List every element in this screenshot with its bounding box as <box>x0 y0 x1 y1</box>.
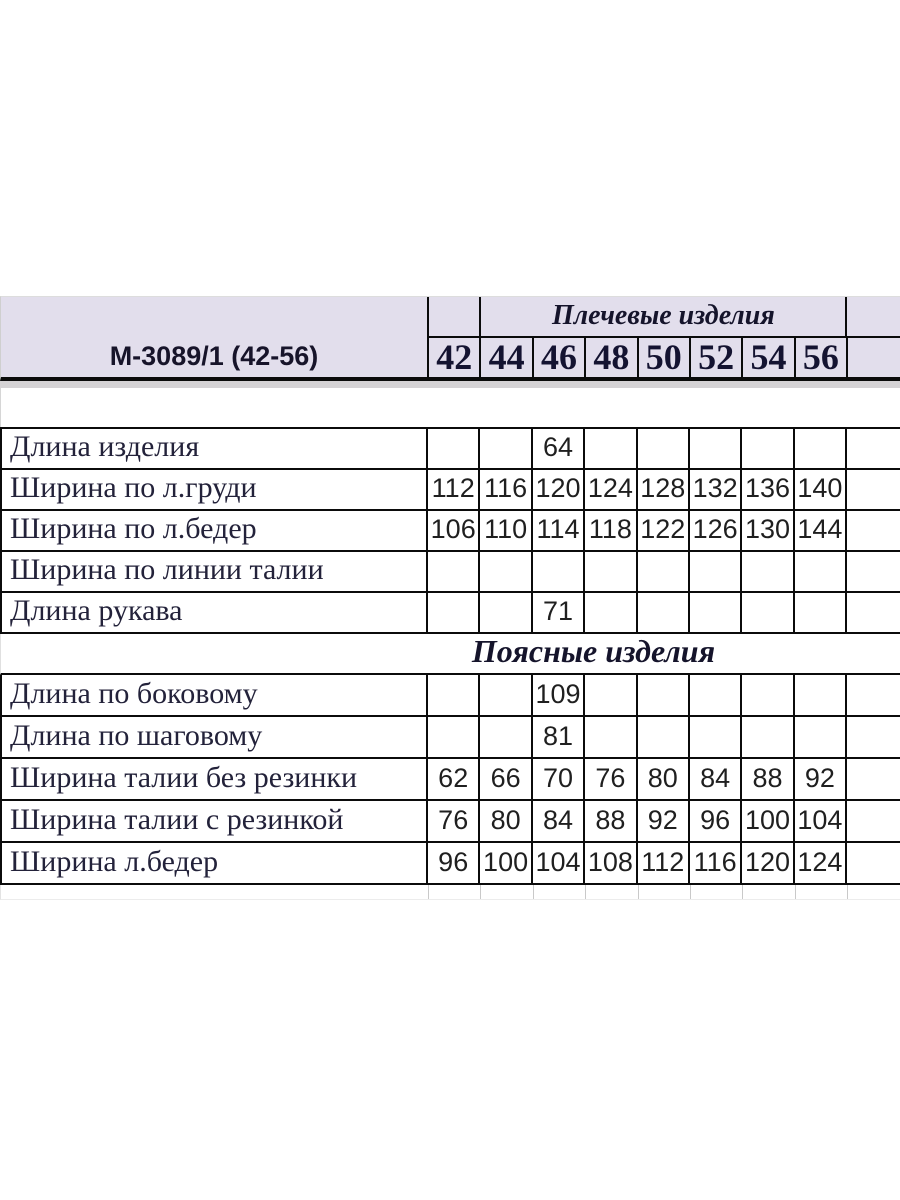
value-cell <box>428 429 480 468</box>
value-cell: 64 <box>533 429 585 468</box>
row-label: Ширина талии с резинкой <box>0 801 428 841</box>
sizes-header-row <box>429 338 900 377</box>
value-cell <box>690 717 742 757</box>
divider-strip <box>0 381 900 388</box>
table-row <box>0 552 900 593</box>
value-cell: 88 <box>585 801 637 841</box>
row-label: Длина рукава <box>0 593 428 632</box>
value-cell: 126 <box>690 511 742 550</box>
value-cell: 116 <box>690 843 742 883</box>
value-cell: 128 <box>638 470 690 509</box>
empty-cell <box>847 470 900 509</box>
size-col-header: 44 <box>481 338 533 377</box>
row-label: Ширина л.бедер <box>0 843 428 883</box>
value-cell <box>585 429 637 468</box>
empty-cell <box>847 593 900 632</box>
value-cell: 81 <box>533 717 585 757</box>
size-col-header: 52 <box>691 338 743 377</box>
faint-gridline <box>848 885 900 899</box>
row-label: Ширина по л.груди <box>0 470 428 509</box>
value-cell <box>638 717 690 757</box>
empty-cell <box>847 759 900 799</box>
faint-gridline <box>743 885 795 899</box>
value-cell: 76 <box>428 801 480 841</box>
value-cell: 140 <box>795 470 847 509</box>
value-cell <box>638 593 690 632</box>
value-cell <box>480 675 532 715</box>
table-row <box>0 759 900 801</box>
header-right <box>429 297 900 377</box>
value-cell: 76 <box>585 759 637 799</box>
value-cell <box>795 717 847 757</box>
group2-title-row <box>0 634 900 675</box>
value-cell: 122 <box>638 511 690 550</box>
size-col-header: 46 <box>534 338 586 377</box>
value-cell: 80 <box>638 759 690 799</box>
group1-header-row <box>429 297 900 338</box>
faint-gridline-strip <box>0 885 900 900</box>
value-cell: 71 <box>533 593 585 632</box>
group2-title: Поясные изделия <box>471 633 716 669</box>
value-cell: 124 <box>585 470 637 509</box>
table-row <box>0 843 900 885</box>
value-cell: 114 <box>533 511 585 550</box>
empty-cell <box>847 552 900 591</box>
empty-cell <box>847 675 900 715</box>
value-cell <box>690 675 742 715</box>
group1-title: Плечевые изделия <box>551 300 775 331</box>
value-cell <box>638 675 690 715</box>
value-cell <box>742 593 794 632</box>
value-cell <box>742 552 794 591</box>
faint-gridline <box>1 885 429 899</box>
value-cell <box>585 593 637 632</box>
row-label: Длина изделия <box>0 429 428 468</box>
value-cell: 132 <box>690 470 742 509</box>
value-cell <box>480 593 532 632</box>
value-cell <box>742 717 794 757</box>
empty-row-gap <box>0 388 900 427</box>
value-cell <box>533 552 585 591</box>
value-cell <box>428 552 480 591</box>
value-cell: 124 <box>795 843 847 883</box>
value-cell: 109 <box>533 675 585 715</box>
empty-cell <box>847 843 900 883</box>
value-cell: 100 <box>742 801 794 841</box>
value-cell <box>690 552 742 591</box>
table-row <box>0 593 900 634</box>
value-cell: 92 <box>795 759 847 799</box>
value-cell: 110 <box>480 511 532 550</box>
value-cell <box>638 429 690 468</box>
value-cell <box>742 675 794 715</box>
value-cell: 88 <box>742 759 794 799</box>
value-cell: 120 <box>742 843 794 883</box>
faint-gridline <box>481 885 533 899</box>
table-row <box>0 470 900 511</box>
empty-cell <box>847 429 900 468</box>
row-label: Длина по шаговому <box>0 717 428 757</box>
value-cell <box>585 552 637 591</box>
value-cell <box>638 552 690 591</box>
size-col-header: 56 <box>796 338 848 377</box>
row-label: Длина по боковому <box>0 675 428 715</box>
empty-cell <box>847 717 900 757</box>
value-cell <box>585 717 637 757</box>
faint-gridline <box>429 885 481 899</box>
waist-products-table <box>0 675 900 885</box>
faint-gridline <box>796 885 848 899</box>
top-whitespace <box>0 0 900 296</box>
size-col-header: 48 <box>586 338 638 377</box>
row-label: Ширина по линии талии <box>0 552 428 591</box>
empty-header-cell <box>847 297 900 336</box>
table-row <box>0 511 900 552</box>
value-cell <box>795 429 847 468</box>
value-cell <box>690 593 742 632</box>
value-cell: 112 <box>638 843 690 883</box>
value-cell: 108 <box>585 843 637 883</box>
value-cell: 104 <box>533 843 585 883</box>
value-cell: 92 <box>638 801 690 841</box>
value-cell: 144 <box>795 511 847 550</box>
value-cell: 96 <box>690 801 742 841</box>
faint-gridline <box>639 885 691 899</box>
value-cell: 112 <box>428 470 480 509</box>
value-cell: 80 <box>480 801 532 841</box>
value-cell <box>690 429 742 468</box>
value-cell: 70 <box>533 759 585 799</box>
table-row <box>0 429 900 470</box>
value-cell: 84 <box>533 801 585 841</box>
value-cell: 62 <box>428 759 480 799</box>
value-cell: 136 <box>742 470 794 509</box>
value-cell <box>585 675 637 715</box>
value-cell <box>428 675 480 715</box>
value-cell <box>742 429 794 468</box>
table-row <box>0 717 900 759</box>
value-cell: 130 <box>742 511 794 550</box>
value-cell <box>480 552 532 591</box>
empty-cell <box>847 801 900 841</box>
row-label: Ширина талии без резинки <box>0 759 428 799</box>
faint-gridline <box>586 885 638 899</box>
value-cell: 116 <box>480 470 532 509</box>
empty-cell <box>847 511 900 550</box>
value-cell <box>480 717 532 757</box>
value-cell: 120 <box>533 470 585 509</box>
value-cell <box>480 429 532 468</box>
table-row <box>0 801 900 843</box>
faint-gridline <box>534 885 586 899</box>
row-label: Ширина по л.бедер <box>0 511 428 550</box>
value-cell <box>795 593 847 632</box>
size-col-header: 54 <box>743 338 795 377</box>
value-cell: 106 <box>428 511 480 550</box>
value-cell: 118 <box>585 511 637 550</box>
table-row <box>0 675 900 717</box>
value-cell <box>428 717 480 757</box>
value-cell: 100 <box>480 843 532 883</box>
table-header <box>0 296 900 381</box>
value-cell: 104 <box>795 801 847 841</box>
value-cell <box>795 552 847 591</box>
size-col-header: 42 <box>429 338 481 377</box>
size-col-header: 50 <box>639 338 691 377</box>
model-label: М-3089/1 (42-56) <box>109 341 319 371</box>
value-cell: 96 <box>428 843 480 883</box>
model-cell <box>1 297 429 377</box>
value-cell: 66 <box>480 759 532 799</box>
group1-title-cell <box>481 297 847 336</box>
empty-header-cell <box>848 338 900 377</box>
value-cell <box>428 593 480 632</box>
empty-header-cell <box>429 297 481 336</box>
shoulder-products-table <box>0 427 900 634</box>
value-cell: 84 <box>690 759 742 799</box>
value-cell <box>795 675 847 715</box>
faint-gridline <box>691 885 743 899</box>
